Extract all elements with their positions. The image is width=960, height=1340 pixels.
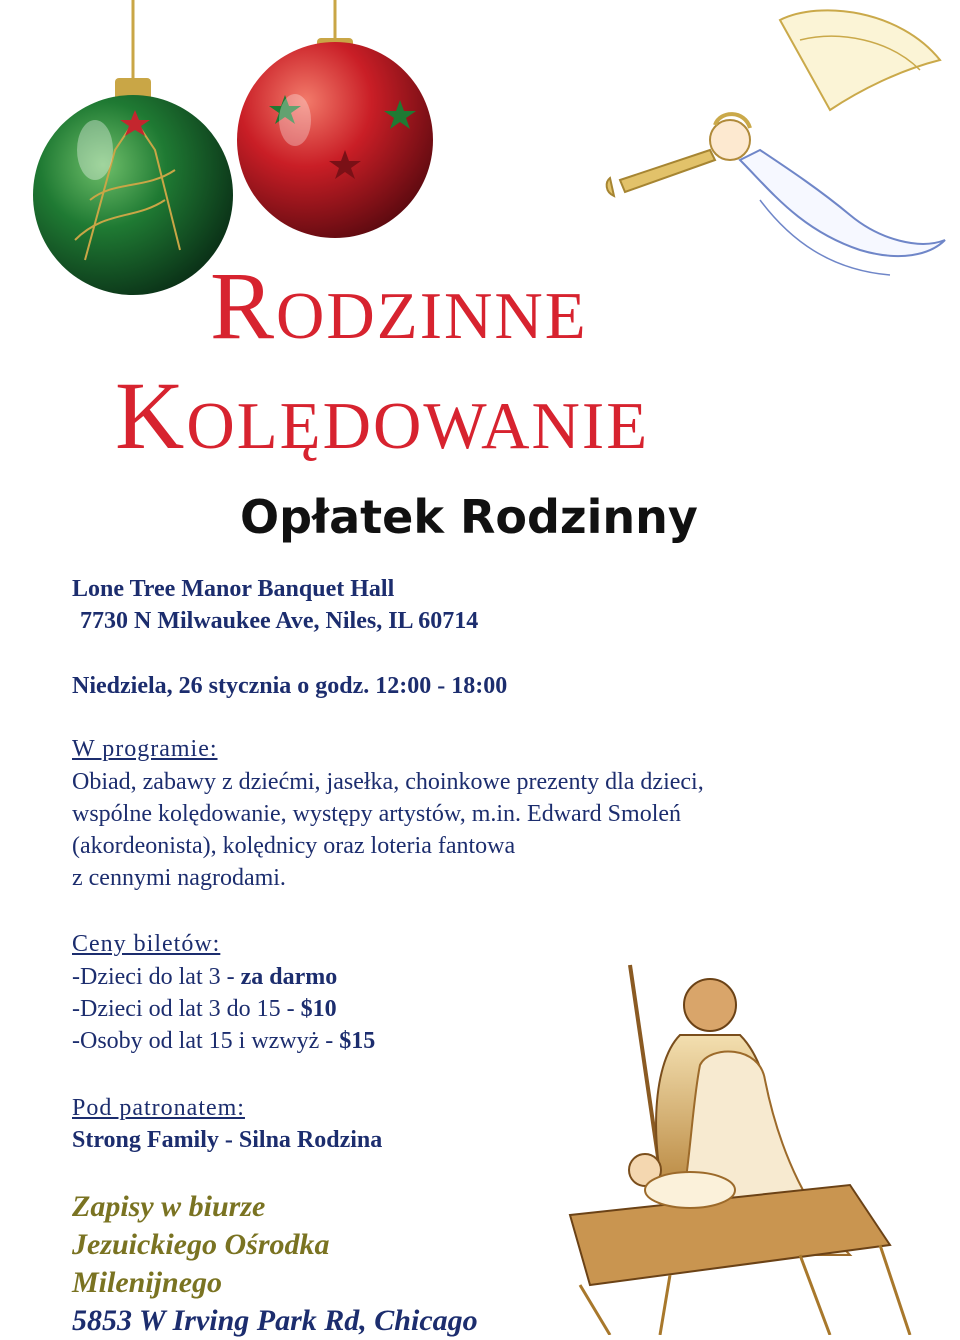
registration-line-3: Milenijnego [72, 1266, 223, 1299]
ticket-label: -Dzieci od lat 3 do 15 - [72, 996, 301, 1022]
program-line-3: (akordeonista), kolędnicy oraz loteria fantowa [72, 833, 516, 859]
event-date: Niedziela, 26 stycznia o godz. 12:00 - 18:00 [72, 673, 508, 699]
venue-name: Lone Tree Manor Banquet Hall [72, 576, 395, 602]
ticket-item-2 [72, 993, 337, 1025]
ticket-item-1 [72, 961, 337, 993]
ticket-label: -Dzieci do lat 3 - [72, 964, 241, 990]
title-line-1: Rodzinne [210, 252, 588, 359]
program-heading: W programie: [72, 736, 218, 762]
ticket-item-3 [72, 1025, 375, 1057]
registration-line-1: Zapisy w biurze [72, 1190, 266, 1223]
program-line-2: wspólne kolędowanie, występy artystów, m.in. Edward Smoleń [72, 801, 682, 827]
venue-address: 7730 N Milwaukee Ave, Niles, IL 60714 [80, 608, 479, 634]
ticket-label: -Osoby od lat 15 i wzwyż - [72, 1028, 340, 1054]
patronage-name: Strong Family - Silna Rodzina [72, 1127, 383, 1153]
tickets-heading: Ceny biletów: [72, 931, 221, 957]
title-line-2: Kolędowanie [115, 362, 650, 469]
ticket-price: za darmo [240, 964, 338, 990]
program-line-1: Obiad, zabawy z dziećmi, jasełka, choinkowe prezenty dla dzieci, [72, 769, 704, 795]
registration-line-2: Jezuickiego Ośrodka [72, 1228, 330, 1261]
program-line-4: z cennymi nagrodami. [72, 865, 286, 891]
patronage-heading: Pod patronatem: [72, 1095, 245, 1121]
red-ornament-illustration [225, 0, 445, 240]
registration-address: 5853 W Irving Park Rd, Chicago [72, 1304, 478, 1337]
angel-illustration [600, 0, 960, 290]
ticket-price: $15 [339, 1028, 376, 1054]
subtitle: Opłatek Rodzinny [240, 490, 698, 544]
holy-family-illustration [550, 955, 960, 1335]
ticket-price: $10 [300, 996, 337, 1022]
